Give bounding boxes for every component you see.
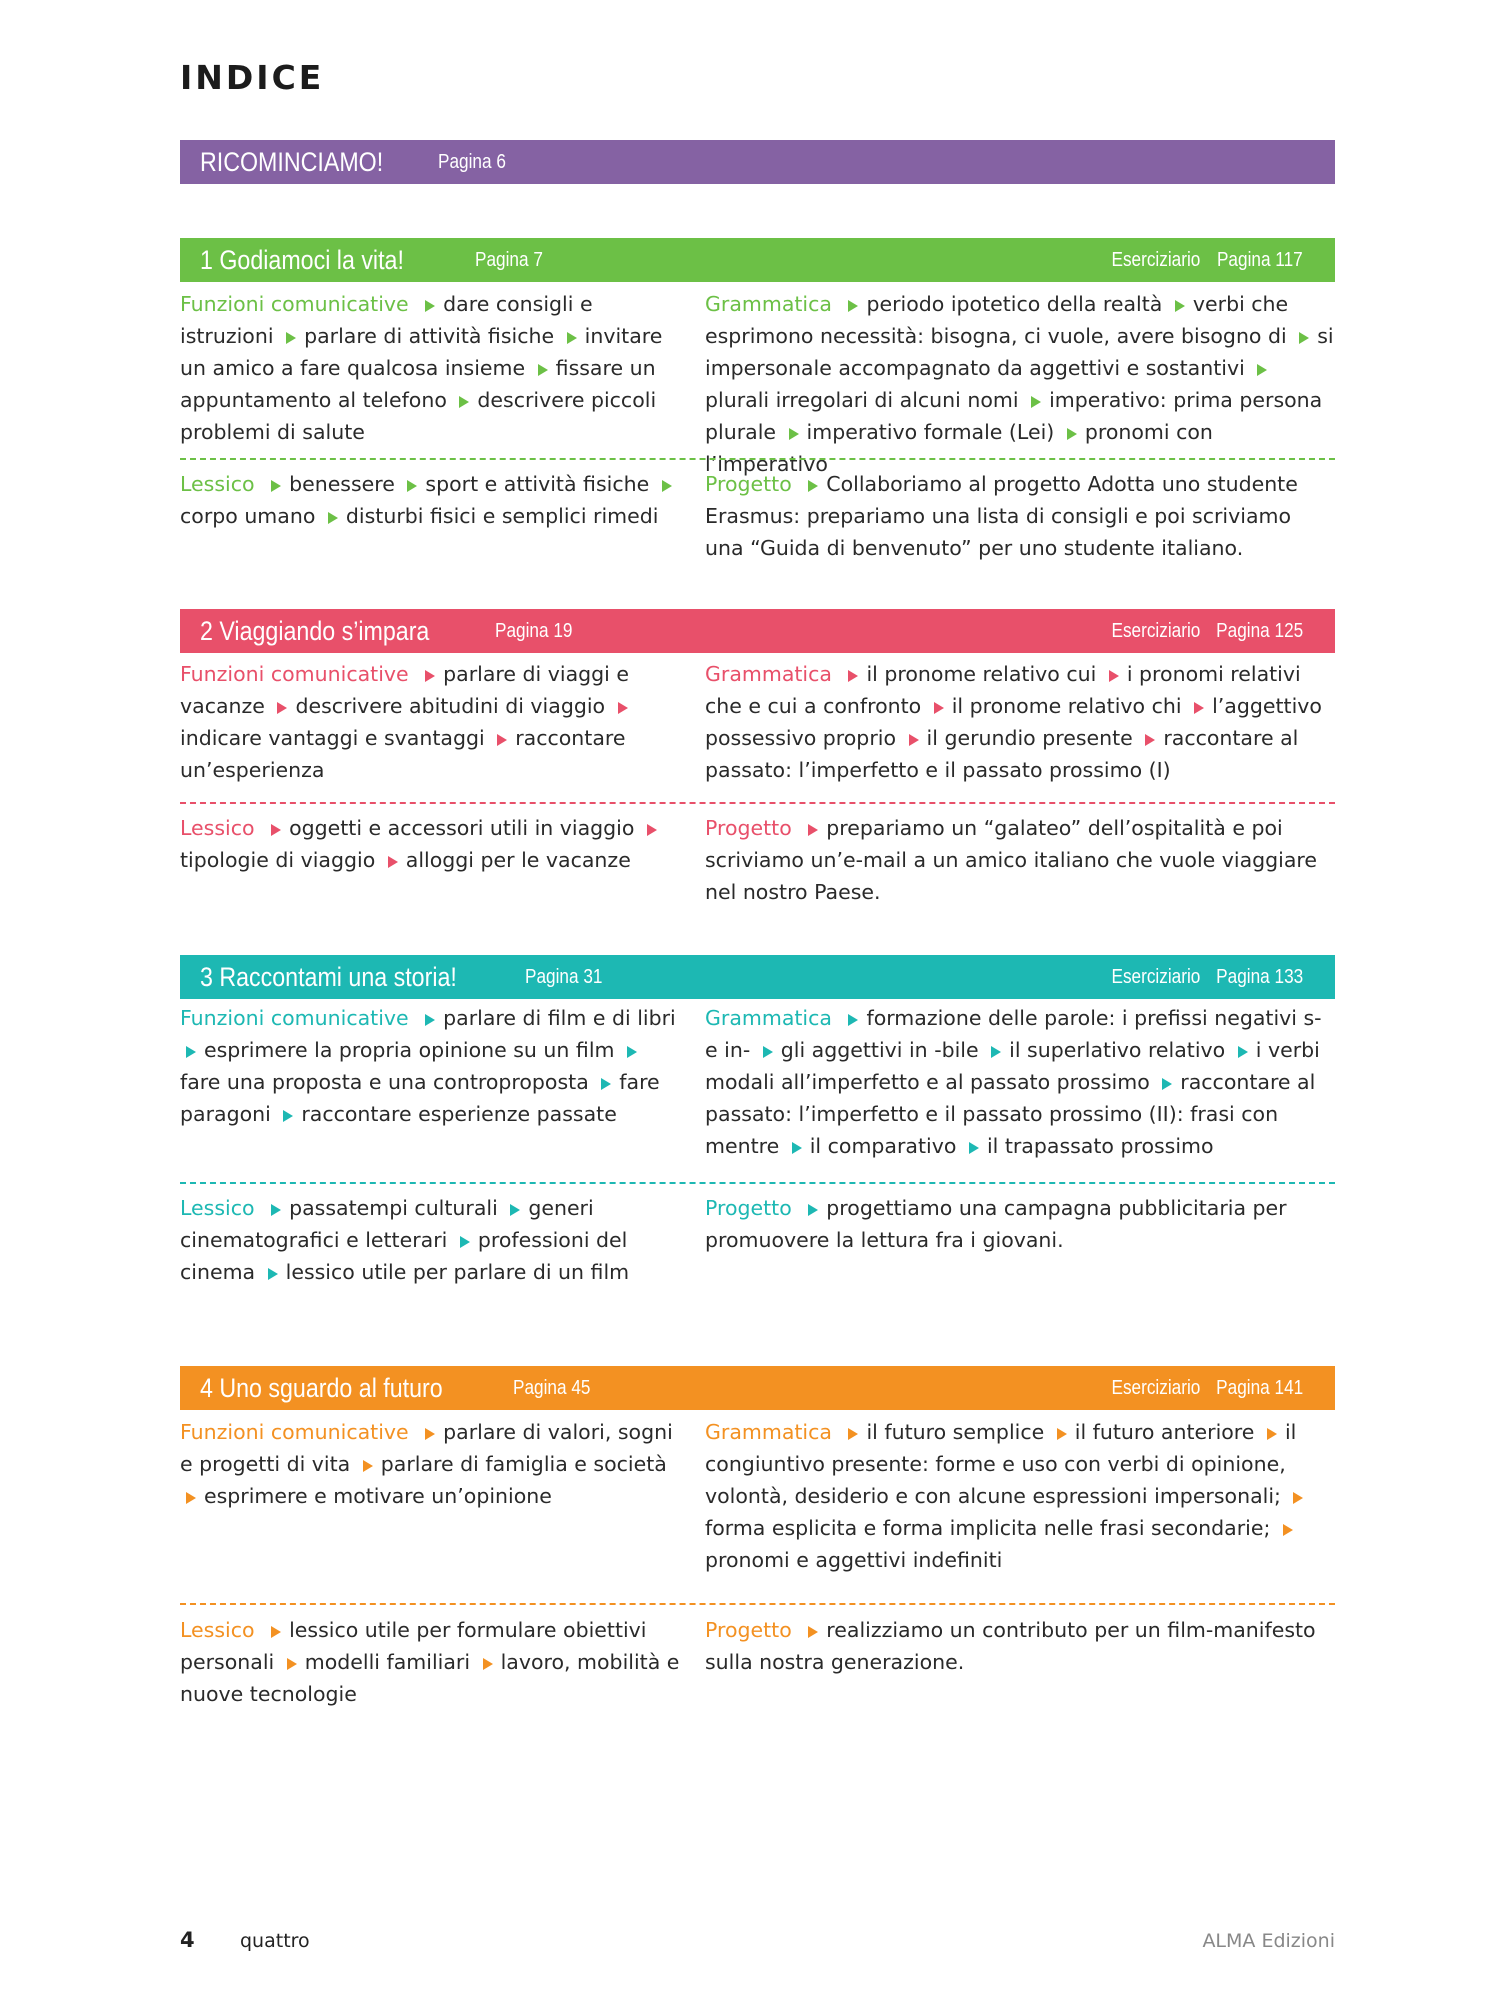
list-item: il trapassato prossimo [986,1134,1214,1158]
bullet-triangle-icon [808,1204,818,1216]
list-item: il congiuntivo presente: forme e uso con verbi di opinione, volontà, desiderio e con alcune espressioni impersonali; [705,1420,1297,1508]
progetto-text: realizziamo un contributo per un film-manifesto sulla nostra generazione. [705,1618,1316,1674]
unit-title: 1 Godiamoci la vita! [200,244,404,275]
bullet-triangle-icon [425,300,435,312]
bullet-triangle-icon [497,734,507,746]
list-item: parlare di viaggi e vacanze [180,662,630,718]
list-item: raccontare un’esperienza [180,726,626,782]
progetto-block [705,1614,1335,1678]
unit-2-bar [180,609,1335,653]
list-item: il comparativo [809,1134,957,1158]
progetto-block [705,1192,1335,1256]
bullet-triangle-icon [271,1204,281,1216]
grammatica-block [705,1416,1335,1576]
list-item: parlare di valori, sogni e progetti di vita [180,1420,673,1476]
unit-page: Pagina 7 [475,248,543,271]
funzioni-label: Funzioni comunicative [180,1006,409,1030]
unit-3-content [180,1002,1335,1292]
list-item: benessere [289,472,395,496]
unit-page: Pagina 19 [495,619,573,642]
bullet-triangle-icon [1257,364,1267,376]
grammatica-block [705,1002,1335,1162]
progetto-text: progettiamo una campagna pubblicitaria per promuovere la lettura fra i giovani. [705,1196,1287,1252]
bullet-triangle-icon [991,1046,1001,1058]
lessico-block [180,1192,685,1288]
list-item: parlare di famiglia e società [380,1452,667,1476]
bullet-triangle-icon [271,1626,281,1638]
list-item: pronomi e aggettivi indefiniti [705,1548,1003,1572]
page-title: INDICE [180,58,325,97]
lessico-block [180,1614,685,1710]
list-item: corpo umano [180,504,316,528]
bullet-triangle-icon [271,824,281,836]
bullet-triangle-icon [618,702,628,714]
funzioni-label: Funzioni comunicative [180,292,409,316]
bullet-triangle-icon [1109,670,1119,682]
bullet-triangle-icon [286,332,296,344]
bullet-triangle-icon [425,1428,435,1440]
eserciziario-label: Eserciziario [1111,1376,1200,1399]
grammatica-label: Grammatica [705,1420,832,1444]
eserciziario-page: Pagina 125 [1215,619,1303,642]
list-item: il pronome relativo chi [951,694,1182,718]
eserciziario-label: Eserciziario [1111,248,1200,271]
unit-title: 4 Uno sguardo al futuro [200,1372,443,1403]
bullet-triangle-icon [1194,702,1204,714]
bullet-triangle-icon [425,1014,435,1026]
lessico-block [180,812,685,876]
funzioni-block [180,1002,685,1130]
list-item: lavoro, mobilità e nuove tecnologie [180,1650,680,1706]
list-item: i verbi modali all’imperfetto e al passato prossimo [705,1038,1320,1094]
list-item: verbi che esprimono necessità: bisogna, ci vuole, avere bisogno di [705,292,1289,348]
bullet-triangle-icon [934,702,944,714]
progetto-label: Progetto [705,1618,792,1642]
unit-page: Pagina 45 [513,1376,591,1399]
bullet-triangle-icon [277,702,287,714]
list-item: il futuro anteriore [1074,1420,1255,1444]
lessico-label: Lessico [180,1196,255,1220]
bullet-triangle-icon [538,364,548,376]
lessico-block [180,468,685,532]
list-item: lessico utile per parlare di un film [285,1260,630,1284]
unit-4-content [180,1416,1335,1726]
divider [180,1603,1335,1605]
bullet-triangle-icon [186,1046,196,1058]
bullet-triangle-icon [808,824,818,836]
bullet-triangle-icon [792,1142,802,1154]
bullet-triangle-icon [848,1428,858,1440]
bullet-triangle-icon [1031,396,1041,408]
bullet-triangle-icon [1145,734,1155,746]
divider [180,458,1335,460]
bullet-triangle-icon [186,1492,196,1504]
grammatica-label: Grammatica [705,1006,832,1030]
bullet-triangle-icon [647,824,657,836]
bullet-triangle-icon [808,480,818,492]
list-item: passatempi culturali [289,1196,498,1220]
bullet-triangle-icon [1057,1428,1067,1440]
list-item: generi cinematografici e letterari [180,1196,594,1252]
list-item: descrivere abitudini di viaggio [295,694,606,718]
bullet-triangle-icon [483,1658,493,1670]
grammatica-label: Grammatica [705,662,832,686]
funzioni-block [180,288,685,448]
unit-1-bar [180,238,1335,282]
bullet-triangle-icon [789,428,799,440]
intro-title: RICOMINCIAMO! [200,146,384,177]
bullet-triangle-icon [388,856,398,868]
grammatica-block [705,658,1335,786]
list-item: invitare un amico a fare qualcosa insieme [180,324,663,380]
intro-page: Pagina 6 [438,150,506,173]
progetto-text: Collaboriamo al progetto Adotta uno studente Erasmus: prepariamo una lista di consigli e poi scriviamo una “Guida di benvenuto” per uno studente italiano. [705,472,1298,560]
divider [180,802,1335,804]
list-item: professioni del cinema [180,1228,628,1284]
list-item: il gerundio presente [926,726,1133,750]
bullet-triangle-icon [848,1014,858,1026]
bullet-triangle-icon [460,1236,470,1248]
bullet-triangle-icon [1067,428,1077,440]
progetto-text: prepariamo un “galateo” dell’ospitalità e poi scriviamo un’e-mail a un amico italiano che vuole viaggiare nel nostro Paese. [705,816,1318,904]
bullet-triangle-icon [328,512,338,524]
list-item: esprimere la propria opinione su un film [204,1038,615,1062]
list-item: imperativo: prima persona plurale [705,388,1323,444]
funzioni-label: Funzioni comunicative [180,1420,409,1444]
bullet-triangle-icon [268,1268,278,1280]
eserciziario-page: Pagina 117 [1217,248,1303,271]
list-item: sport e attività fisiche [425,472,650,496]
bullet-triangle-icon [1238,1046,1248,1058]
list-item: plurali irregolari di alcuni nomi [705,388,1019,412]
list-item: il superlativo relativo [1009,1038,1226,1062]
progetto-label: Progetto [705,816,792,840]
page-number-word: quattro [240,1930,310,1952]
bullet-triangle-icon [287,1658,297,1670]
list-item: raccontare al passato: l’imperfetto e il passato prossimo (II): frasi con mentre [705,1070,1316,1158]
progetto-block [705,468,1335,564]
bullet-triangle-icon [363,1460,373,1472]
unit-2-content [180,658,1335,908]
divider [180,1182,1335,1184]
bullet-triangle-icon [407,480,417,492]
eserciziario-label: Eserciziario [1111,965,1200,988]
bullet-triangle-icon [662,480,672,492]
list-item: si impersonale accompagnato da aggettivi e sostantivi [705,324,1334,380]
list-item: indicare vantaggi e svantaggi [180,726,485,750]
bullet-triangle-icon [601,1078,611,1090]
list-item: forma esplicita e forma implicita nelle frasi secondarie; [705,1516,1271,1540]
bullet-triangle-icon [510,1204,520,1216]
bullet-triangle-icon [1283,1524,1293,1536]
progetto-label: Progetto [705,472,792,496]
publisher: ALMA Edizioni [1202,1930,1335,1952]
list-item: gli aggettivi in -bile [780,1038,979,1062]
bullet-triangle-icon [969,1142,979,1154]
list-item: fissare un appuntamento al telefono [180,356,656,412]
list-item: raccontare al passato: l’imperfetto e il passato prossimo (I) [705,726,1299,782]
list-item: parlare di attività fisiche [304,324,555,348]
list-item: fare una proposta e una controproposta [180,1070,589,1094]
bullet-triangle-icon [1162,1078,1172,1090]
list-item: il pronome relativo cui [866,662,1097,686]
bullet-triangle-icon [627,1046,637,1058]
eserciziario-label: Eserciziario [1111,619,1200,642]
list-item: raccontare esperienze passate [301,1102,617,1126]
bullet-triangle-icon [1293,1492,1303,1504]
lessico-label: Lessico [180,1618,255,1642]
list-item: l’aggettivo possessivo proprio [705,694,1322,750]
list-item: esprimere e motivare un’opinione [204,1484,552,1508]
list-item: descrivere piccoli problemi di salute [180,388,657,444]
unit-4-bar [180,1366,1335,1410]
funzioni-block [180,1416,685,1512]
bullet-triangle-icon [848,300,858,312]
eserciziario-page: Pagina 133 [1215,965,1303,988]
list-item: parlare di film e di libri [443,1006,676,1030]
list-item: dare consigli e istruzioni [180,292,593,348]
grammatica-block [705,288,1335,480]
list-item: periodo ipotetico della realtà [866,292,1163,316]
unit-title: 3 Raccontami una storia! [200,961,457,992]
bullet-triangle-icon [283,1110,293,1122]
list-item: fare paragoni [180,1070,660,1126]
progetto-block [705,812,1335,908]
bullet-triangle-icon [1299,332,1309,344]
list-item: pronomi con l’imperativo [705,420,1213,476]
funzioni-block [180,658,685,786]
bullet-triangle-icon [425,670,435,682]
bullet-triangle-icon [459,396,469,408]
page-number: 4 [180,1928,195,1952]
funzioni-label: Funzioni comunicative [180,662,409,686]
list-item: imperativo formale (Lei) [806,420,1055,444]
lessico-label: Lessico [180,472,255,496]
list-item: oggetti e accessori utili in viaggio [289,816,635,840]
eserciziario-page: Pagina 141 [1215,1376,1303,1399]
bullet-triangle-icon [848,670,858,682]
list-item: modelli familiari [304,1650,471,1674]
unit-1-content [180,288,1335,568]
bullet-triangle-icon [909,734,919,746]
progetto-label: Progetto [705,1196,792,1220]
bullet-triangle-icon [808,1626,818,1638]
lessico-label: Lessico [180,816,255,840]
bullet-triangle-icon [1175,300,1185,312]
bullet-triangle-icon [1267,1428,1277,1440]
unit-title: 2 Viaggiando s’impara [200,615,430,646]
intro-bar [180,140,1335,184]
unit-3-bar [180,955,1335,999]
list-item: disturbi fisici e semplici rimedi [345,504,659,528]
list-item: alloggi per le vacanze [405,848,631,872]
list-item: lessico utile per formulare obiettivi personali [180,1618,647,1674]
bullet-triangle-icon [271,480,281,492]
unit-page: Pagina 31 [525,965,603,988]
bullet-triangle-icon [567,332,577,344]
list-item: i pronomi relativi che e cui a confronto [705,662,1301,718]
grammatica-label: Grammatica [705,292,832,316]
list-item: il futuro semplice [866,1420,1045,1444]
bullet-triangle-icon [763,1046,773,1058]
list-item: formazione delle parole: i prefissi negativi s- e in- [705,1006,1322,1062]
list-item: tipologie di viaggio [180,848,376,872]
